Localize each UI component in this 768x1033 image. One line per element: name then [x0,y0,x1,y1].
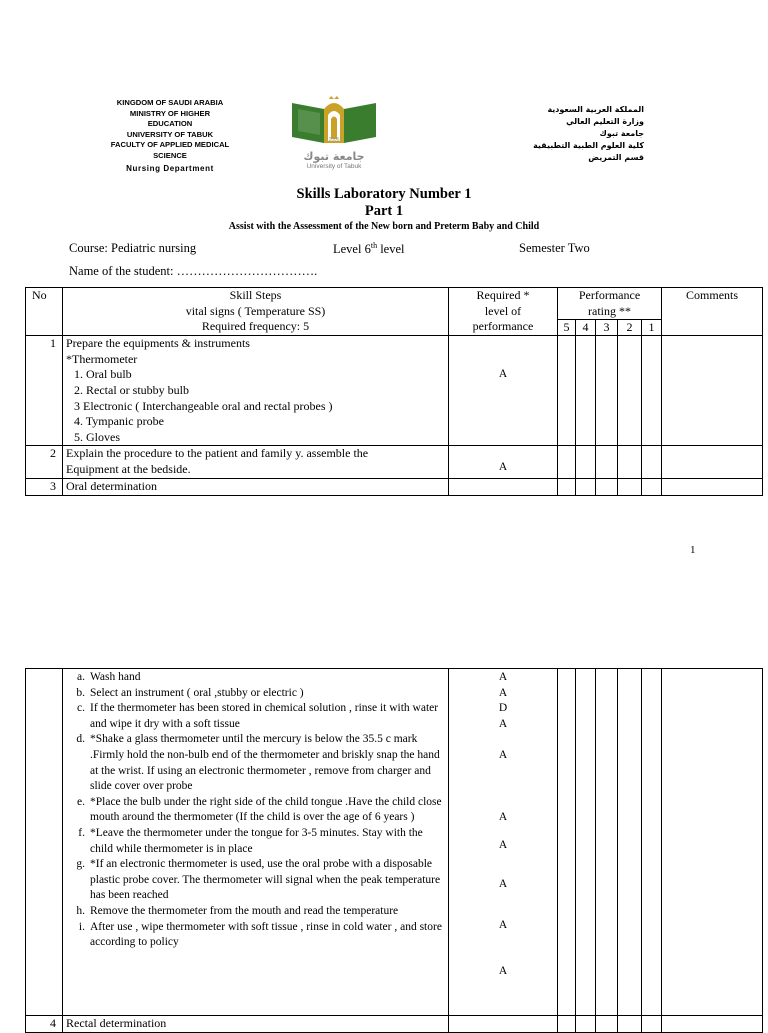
course-label: Course: Pediatric nursing [69,241,197,255]
rating-cell[interactable] [618,446,642,479]
sub-step [63,701,448,732]
header-line: FACULTY OF APPLIED MEDICAL [110,140,230,150]
sub-step [63,920,448,951]
rating-cell[interactable] [618,336,642,446]
document-title: Skills Laboratory Number 1 [296,186,472,202]
level-d: A [498,749,508,761]
header-arabic-line: قسم التمريض [588,153,644,162]
header-skill-line: Skill Steps [229,288,282,302]
step-line: 1. Oral bulb [74,367,132,382]
sub-step-letter: e. [77,795,85,808]
step-line: Explain the procedure to the patient and family y. assemble the [66,446,369,461]
step-line: *Thermometer [66,351,138,366]
sub-step-text: *Leave the thermometer under the tongue for 3-5 minutes. Stay with the child while thermometer is in place [90,826,423,855]
required-level-column [449,669,558,1016]
rating-cell[interactable] [642,669,662,1016]
sub-step-letter: c. [77,702,85,715]
sub-step [63,857,448,904]
rating-cell[interactable] [576,669,596,1016]
sub-step-letter: a. [77,671,85,683]
level-e: A [498,811,508,823]
row-skill-step [63,446,449,479]
sub-step-letter: g. [76,858,85,871]
sub-step [63,795,448,826]
required-level-cell [449,479,558,496]
step-line: 5. Gloves [74,429,120,444]
logo-english-name: University of Tabuk [306,163,362,170]
header-performance-line: rating ** [588,303,632,318]
header-skill-steps [63,288,449,336]
step-line: 3 Electronic ( Interchangeable oral and rectal probes ) [74,398,333,413]
level-g: A [498,919,508,931]
header-performance-rating [558,288,662,320]
rating-cell[interactable] [618,669,642,1016]
header-arabic-line: المملكة العربية السعودية [547,105,644,114]
rating-cell[interactable] [596,336,618,446]
table-row [26,336,763,446]
header-arabic-block [520,104,644,164]
sub-step-letter: h. [76,904,85,917]
rating-cell[interactable] [576,479,596,496]
sub-step-text: *If an electronic thermometer is used, use the oral probe with a disposable plastic probe cover. The thermometer will signal when the peak temperature has been reached [90,858,441,902]
header-skill-line: vital signs ( Temperature SS) [185,303,326,318]
sub-step [63,826,448,857]
rating-cell[interactable] [558,336,576,446]
header-line: EDUCATION [147,119,193,129]
header-english-block [80,98,260,174]
department-name: Nursing Department [126,163,214,173]
comments-cell[interactable] [662,479,763,496]
level-label [333,241,405,257]
rating-cell[interactable] [576,336,596,446]
sub-step [63,686,448,702]
sub-step-text: After use , wipe thermometer with soft tissue , rinse in cold water , and store according to policy [90,920,442,949]
header-line: MINISTRY OF HIGHER [129,108,211,118]
rating-3: 3 [596,320,618,336]
rating-cell[interactable] [576,446,596,479]
header-arabic-line: كلية العلوم الطبية التطبيقية [533,141,644,150]
logo-arabic-name: جامعة تبوك [303,150,365,163]
level-h: A [498,965,508,977]
header-required-line: performance [472,319,534,334]
rating-1: 1 [642,320,662,336]
sub-step-letter: f. [78,826,85,839]
header-skill-line: Required frequency: 5 [201,319,310,334]
rating-cell[interactable] [642,336,662,446]
sub-step-text: Select an instrument ( oral ,stubby or electric ) [90,686,304,699]
table-header-row [26,288,763,320]
header-line: UNIVERSITY OF TABUK [126,129,214,139]
step-line: 4. Tympanic probe [74,414,164,429]
semester-label: Semester Two [519,241,590,255]
header-required-level [449,288,558,336]
level-superscript: th [370,241,378,250]
rating-2: 2 [618,320,642,336]
rating-4: 4 [576,320,596,336]
row-skill-step: Oral determination [63,479,449,496]
row-number: 2 [26,446,63,479]
header-no: No [26,288,63,336]
sub-step-text: *Place the bulb under the right side of the child tongue .Have the child close mouth around the thermometer (If the child is over the age of 6 years ) [90,795,442,824]
rating-cell[interactable] [596,446,618,479]
header-required-line: level of [484,303,522,318]
logo-year: 2006 [328,137,340,143]
row-skill-step [63,336,449,446]
step-line: Equipment at the bedside. [66,461,191,476]
rating-cell[interactable] [618,479,642,496]
level-a: A [498,671,508,683]
rating-cell[interactable] [642,479,662,496]
header-arabic-line: وزارة التعليم العالي [566,117,644,126]
sub-step-letter: d. [76,733,85,746]
header-line: SCIENCE [153,150,187,160]
level-e-extra: A [498,839,508,851]
required-level-cell: A [449,446,558,479]
header-comments: Comments [662,288,763,336]
row-number: 3 [26,479,63,496]
header-required-line: Required * [476,288,530,302]
document-subtitle: Assist with the Assessment of the New born and Preterm Baby and Child [228,221,540,232]
required-level-cell: A [449,336,558,446]
sub-step-text: If the thermometer has been stored in chemical solution , rinse it with water and wipe it dry with a soft tissue [90,702,439,730]
page-number: 1 [690,544,696,556]
header-arabic-line: جامعة تبوك [599,129,644,138]
sub-step-letter: i. [78,920,85,933]
comments-cell[interactable] [662,446,763,479]
row-number: 4 [26,1016,63,1033]
sub-step-letter: b. [76,686,85,699]
rating-cell[interactable] [596,669,618,1016]
level-c-extra: A [498,718,508,730]
level-f: A [498,878,508,890]
sub-step-text: Wash hand [90,671,141,683]
document-part: Part 1 [364,203,404,219]
rating-cell[interactable] [558,669,576,1016]
comments-cell[interactable] [662,336,763,446]
skills-table-page1 [25,287,763,496]
table-row [26,669,763,1016]
table-row [26,479,763,496]
skills-table-page2 [25,668,763,1033]
sub-step [63,670,448,686]
level-text: Level 6 [333,242,371,257]
step-line: 2. Rectal or stubby bulb [74,382,189,397]
header-line: KINGDOM OF SAUDI ARABIA [116,98,224,107]
sub-step [63,732,448,794]
rating-cell[interactable] [596,479,618,496]
rating-5: 5 [558,320,576,336]
rating-cell[interactable] [642,446,662,479]
sub-step-text: Remove the thermometer from the mouth and read the temperature [90,904,399,917]
level-c: D [498,702,508,714]
student-name-field: Name of the student: ……………………………. [69,264,318,278]
sub-step [63,904,448,920]
row-number [26,669,63,1016]
level-b: A [498,687,508,699]
level-suffix: level [377,242,405,257]
rating-cell[interactable] [558,446,576,479]
row-skill-step: Rectal determination [63,1016,449,1033]
oral-determination-steps [63,669,449,1016]
row-number: 1 [26,336,63,446]
sub-step-text: *Shake a glass thermometer until the mercury is below the 35.5 c mark .Firmly hold the non-bulb end of the thermometer and briskly snap the hand at the wrist. If using an electronic thermometer , remove from charger and slide cover over probe [90,733,440,793]
comments-cell[interactable] [662,669,763,1016]
header-performance-line: Performance [578,288,641,302]
step-line: Prepare the equipments & instruments [66,336,250,351]
table-row [26,446,763,479]
rating-cell[interactable] [558,479,576,496]
